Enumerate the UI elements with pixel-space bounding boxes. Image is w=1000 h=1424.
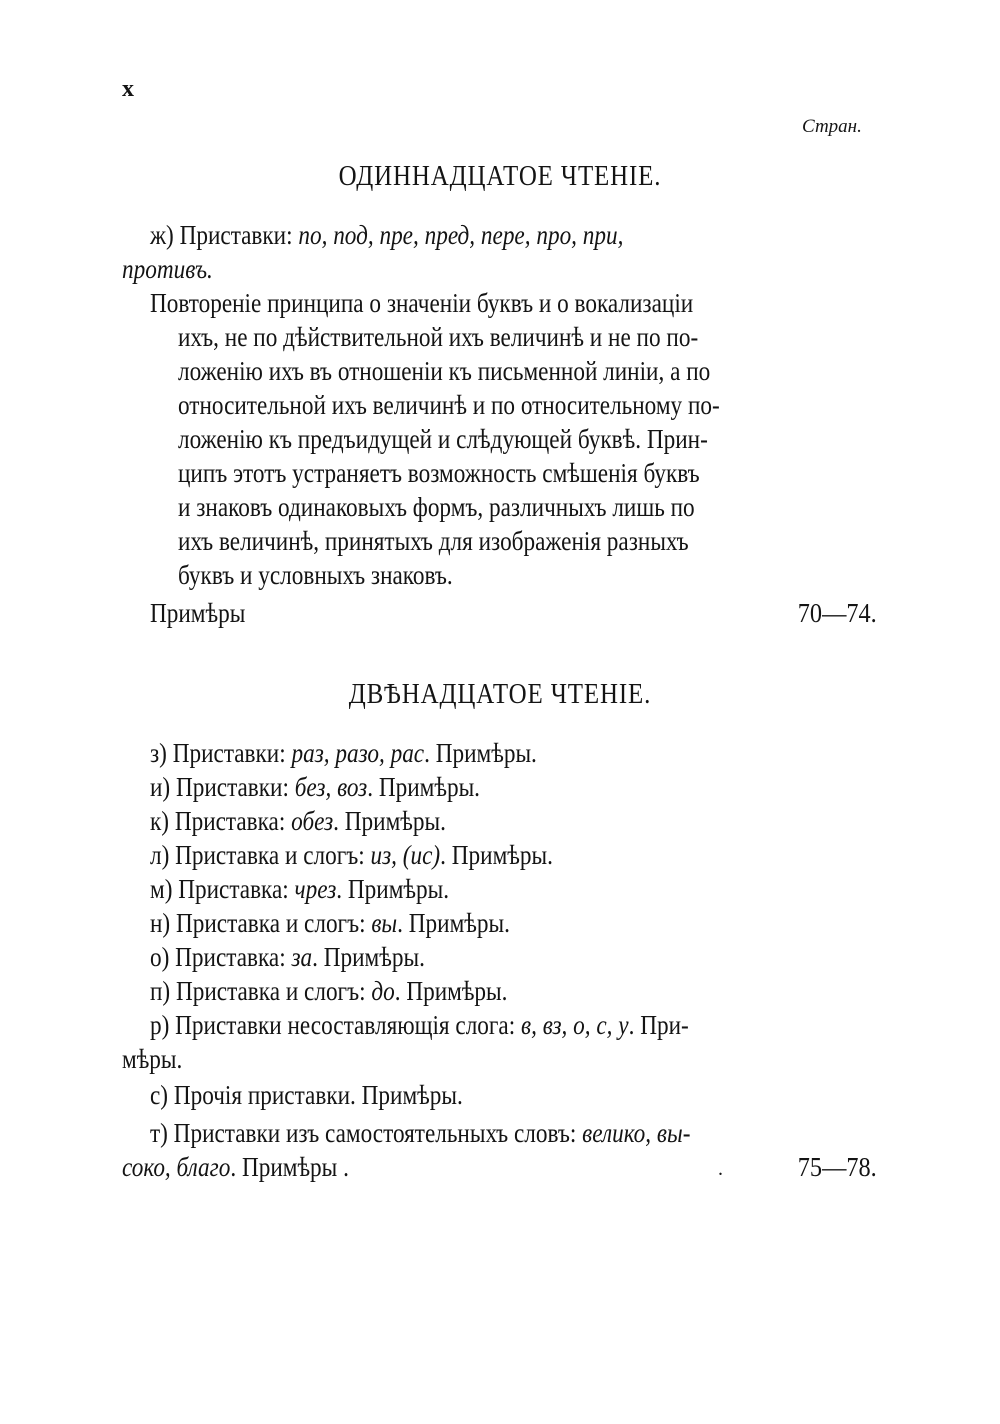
list-item: з) Приставки: раз, разо, рас. Примѣры. [150,738,537,768]
list-item: м) Приставка: чрез. Примѣры. [150,874,450,904]
column-header: Стран. [802,116,862,137]
section-11-title: ОДИННАДЦАТОЕ ЧТЕНІЕ. [338,160,662,192]
paragraph-line: и знаковъ одинаковыхъ формъ, различныхъ лишь по [178,492,695,522]
list-item: п) Приставка и слогъ: до. Примѣры. [150,976,508,1006]
list-item: и) Приставки: без, воз. Примѣры. [150,772,480,802]
item-zh-continuation: противъ. [122,254,213,284]
paragraph-line: буквъ и условныхъ знаковъ. [178,560,453,590]
paragraph-line: Повтореніе принципа о значеніи буквъ и о вокализаціи [150,288,694,318]
leader-dot: . [718,1158,723,1180]
paragraph-line: ложенію ихъ въ отношеніи къ письменной линіи, а по [178,356,711,386]
list-item: н) Приставка и слогъ: вы. Примѣры. [150,908,510,938]
list-item-continuation: соко, благо. Примѣры . [122,1152,349,1182]
paragraph-line: относительной ихъ величинѣ и по относительному по- [178,390,720,420]
item-zh [150,220,623,251]
paragraph-line: ложенію къ предъидущей и слѣдующей буквѣ. Прин- [178,424,708,454]
list-item: о) Приставка: за. Примѣры. [150,942,425,972]
page-range: 70—74. [798,598,877,628]
paragraph-line: ципъ этотъ устраняетъ возможность смѣшенія буквъ [178,458,700,488]
list-item: л) Приставка и слогъ: из, (ис). Примѣры. [150,840,553,870]
section-12-title: ДВѢНАДЦАТОЕ ЧТЕНІЕ. [348,678,652,710]
examples-label: Примѣры [150,598,246,628]
paragraph-line: ихъ, не по дѣйствительной ихъ величинѣ и не по по- [178,322,699,352]
list-item: к) Приставка: обез. Примѣры. [150,806,446,836]
page-range: 75—78. [798,1152,877,1182]
page-number: x [122,76,134,102]
item-zh-prefixes: по, под, пре, пред, пере, про, при, [298,220,624,250]
list-item: с) Прочія приставки. Примѣры. [150,1080,463,1110]
list-item: т) Приставки изъ самостоятельныхъ словъ: велико, вы- [150,1118,691,1148]
paragraph-line: ихъ величинѣ, принятыхъ для изображенія разныхъ [178,526,689,556]
item-zh-marker: ж) Приставки: [150,220,293,250]
list-item-continuation: мѣры. [122,1044,183,1074]
list-item: р) Приставки несоставляющія слога: в, вз, о, с, у. При- [150,1010,689,1040]
